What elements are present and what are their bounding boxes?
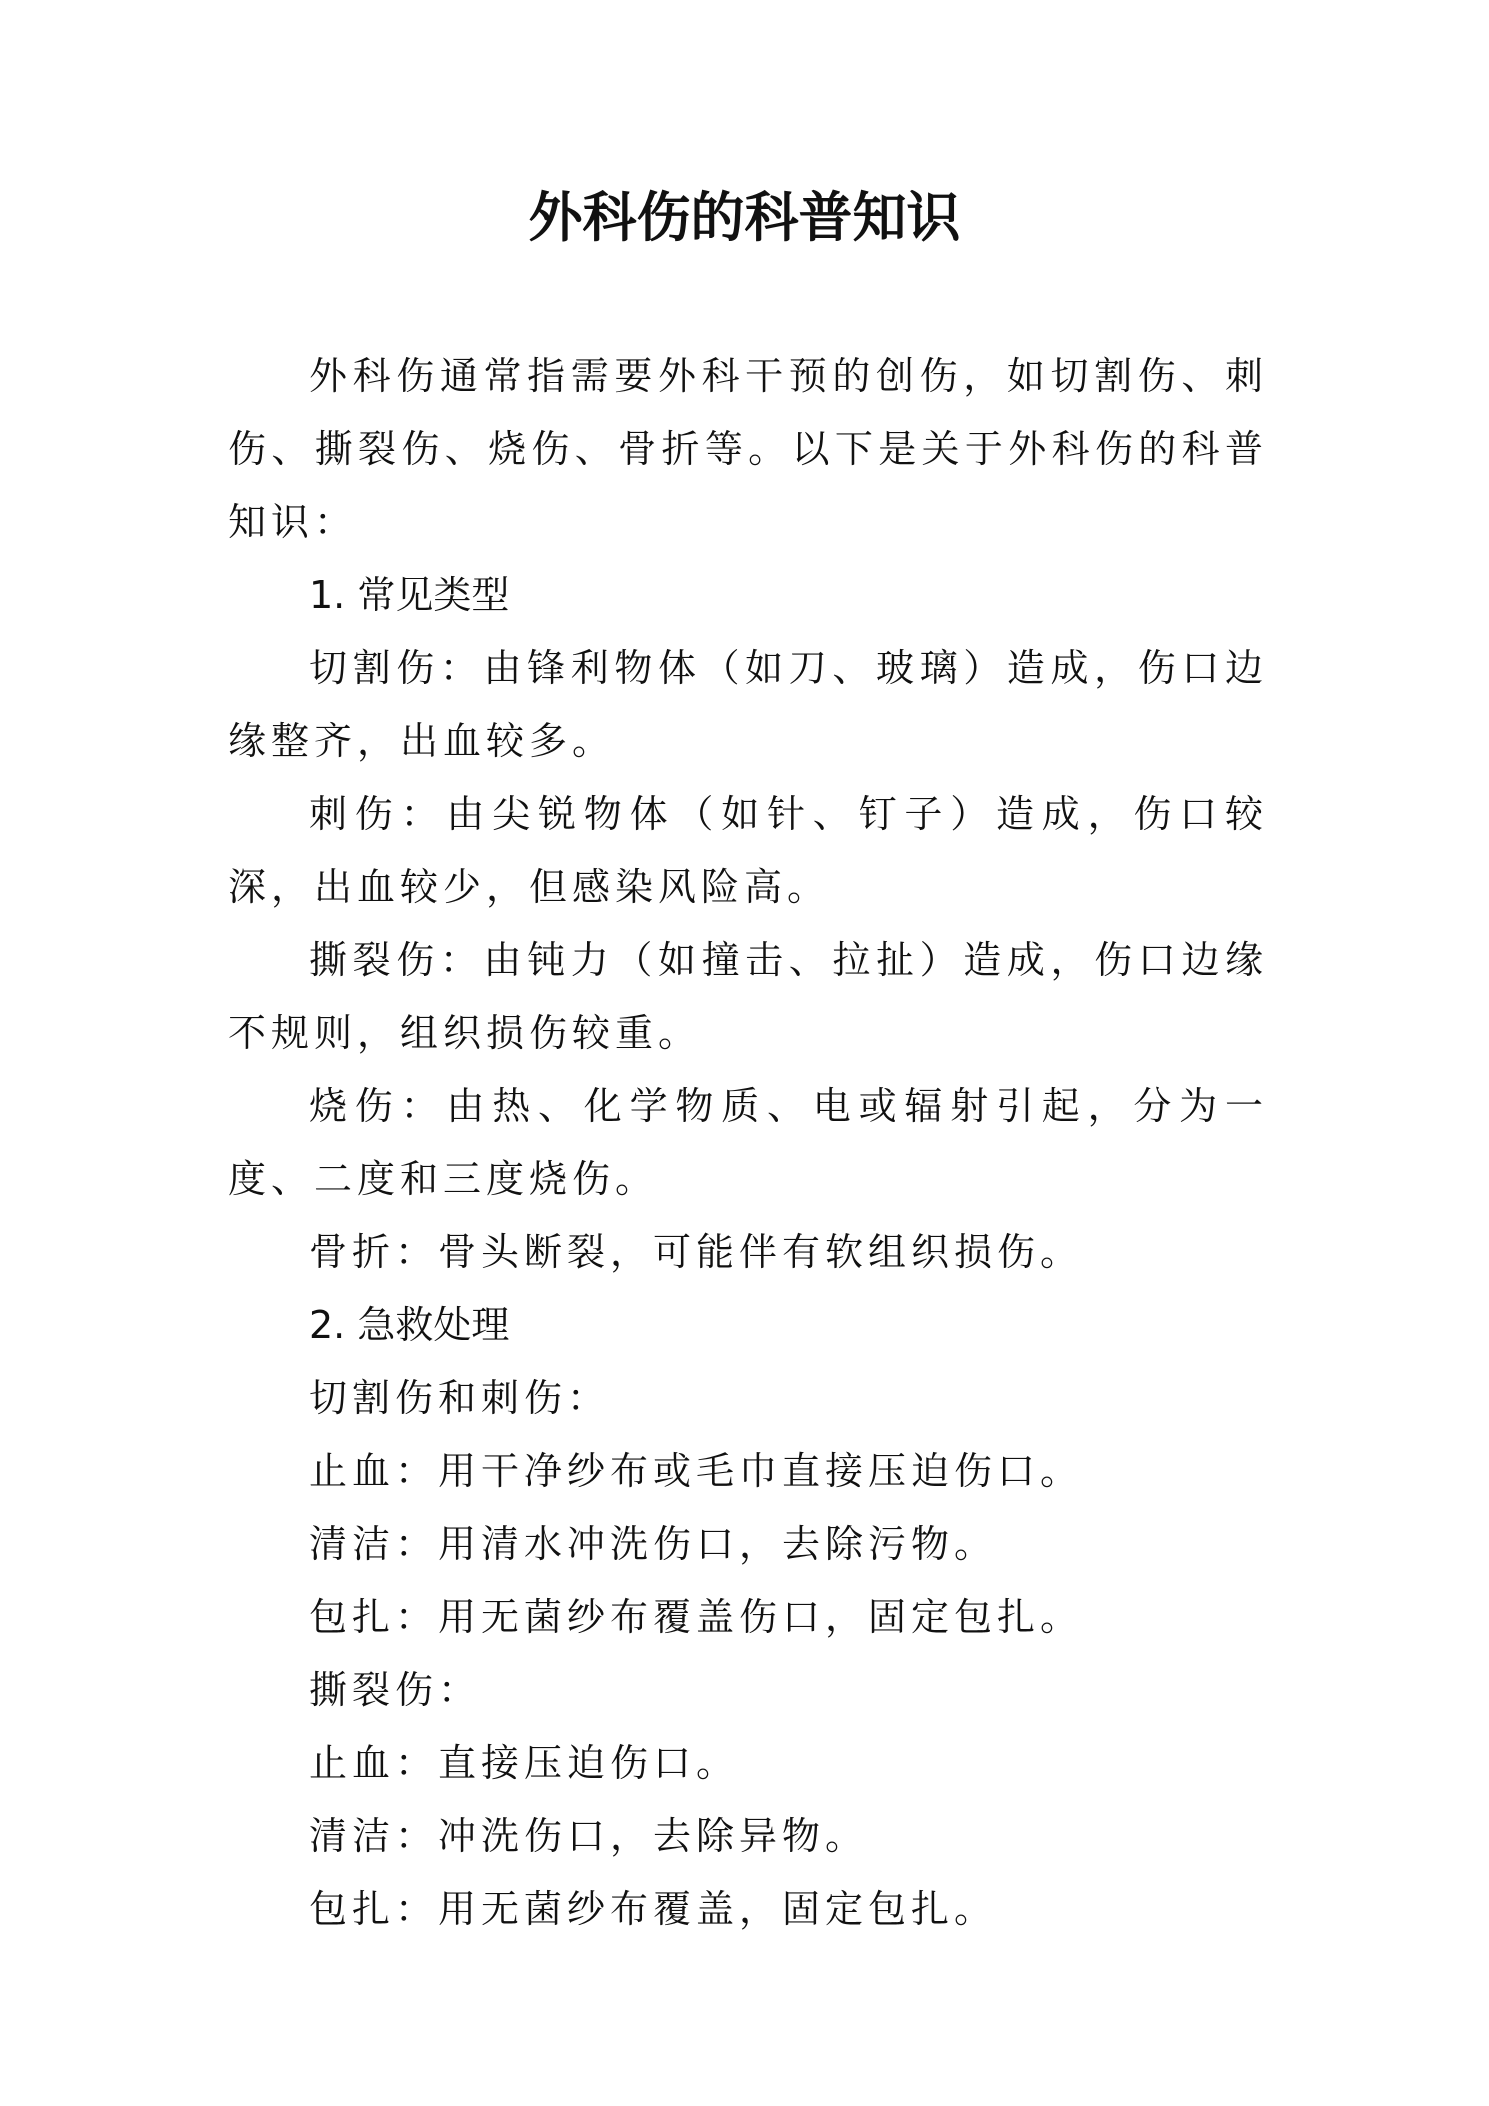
type-fracture-paragraph: 骨折：骨头断裂，可能伴有软组织损伤。 (309, 1230, 1084, 1274)
section-heading-types: 1. 常见类型 (309, 573, 510, 617)
document-title: 外科伤的科普知识 (528, 186, 961, 249)
first-aid-group-label: 切割伤和刺伤： (309, 1376, 611, 1420)
first-aid-step: 止血：直接压迫伤口。 (309, 1741, 740, 1785)
first-aid-step: 清洁：用清水冲洗伤口，去除污物。 (309, 1522, 998, 1566)
section-heading-first-aid: 2. 急救处理 (309, 1303, 510, 1347)
type-burn-paragraph: 烧伤：由热、化学物质、电或辐射引起，分为一度、二度和三度烧伤。 (228, 1084, 1268, 1201)
type-cut-paragraph: 切割伤：由锋利物体（如刀、玻璃）造成，伤口边缘整齐，出血较多。 (228, 646, 1268, 763)
first-aid-step: 包扎：用无菌纱布覆盖伤口，固定包扎。 (309, 1595, 1084, 1639)
type-stab-paragraph: 刺伤：由尖锐物体（如针、钉子）造成，伤口较深，出血较少，但感染风险高。 (228, 792, 1268, 909)
first-aid-step: 清洁：冲洗伤口，去除异物。 (309, 1814, 869, 1858)
first-aid-group-label: 撕裂伤： (309, 1668, 482, 1712)
document-body (228, 340, 1268, 1946)
type-laceration-paragraph: 撕裂伤：由钝力（如撞击、拉扯）造成，伤口边缘不规则，组织损伤较重。 (228, 938, 1268, 1055)
first-aid-step: 止血：用干净纱布或毛巾直接压迫伤口。 (309, 1449, 1084, 1493)
first-aid-step: 包扎：用无菌纱布覆盖，固定包扎。 (309, 1887, 998, 1931)
intro-paragraph: 外科伤通常指需要外科干预的创伤，如切割伤、刺伤、撕裂伤、烧伤、骨折等。以下是关于外科伤的科普知识： (228, 354, 1268, 544)
